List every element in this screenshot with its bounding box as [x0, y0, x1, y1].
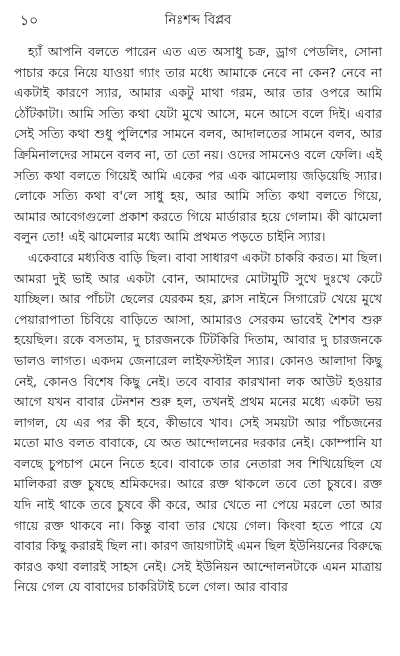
page-number: ১০: [20, 13, 39, 29]
running-header: [14, 10, 382, 32]
paragraph: একেবারে মধ্যবিত্ত বাড়ি ছিল। বাবা সাধারণ একটা চাকরি করত। মা ছিল। আমরা দুই ভাই আর একটা বোন, আমাদের মোটামুটি সুখে দুঃখে কেটে যাচ্ছিল। আর পাঁচটা ছেলের যেরকম হয়, ক্লাস নাইনে সিগারেট খেয়ে মুখে পেয়ারাপাতা চিবিয়ে বাড়িতে আসা, আমারও সেরকম ভাবেই শৈশব শুরু হয়েছিল। রকে বসতাম, দু চারজনকে টিটকিরি দিতাম, আবার দু চারজনকে ভালও লাগত। একদম জেনারেল লাইফস্টাইল স্যার। কোনও আলাদা কিছু নেই, কোনও বিশেষ কিছু নেই। তবে বাবার কারখানা লক আউট হওয়ার আগে যখন বাবার টেনশন শুরু হল, তখনই প্রথম মনের মধ্যে একটা ভয় লাগল, যে এর পর কী হবে, কীভাবে খাব। সেই সময়টা আর পাঁচজনের মতো মাও বলত বাবাকে, যে অত আন্দোলনের দরকার নেই। কোম্পানি যা বলছে চুপচাপ মেনে নিতে হবে। বাবাকে তার নেতারা সব শিখিয়েছিল যে মালিকরা রক্ত চুষছে শ্রমিকদের। আরে রক্ত থাকলে তবে তো চুষবে। রক্ত যদি নাই থাকে তবে চুষবে কী করে, আর খেতে না পেয়ে মরলে তো আর গায়ে রক্ত থাকবে না। কিন্তু বাবা তার খেয়ে গেল। কিংবা হতে পারে যে বাবার কিছু করারই ছিল না। কারণ জায়গাটাই এমন ছিল ইউনিয়নের বিরুদ্ধে কারও কথা বলারই সাহস নেই। সেই ইউনিয়ন আন্দোলনটাকে এমন মাত্রায় নিয়ে গেল যে বাবাদের চাকরিটাই চলে গেল। আর বাবার: [14, 249, 382, 595]
body-text: [14, 42, 382, 598]
book-title: নিঃশব্দ বিপ্লব: [164, 13, 232, 28]
paragraph: হ্যাঁ আপনি বলতে পারেন এত এত অসাধু চক্র, ড্রাগ পেডলিং, সোনা পাচার করে নিয়ে যাওয়া গ্যাং তার মধ্যে আমাকে নেবে না কেন? নেবে না একটাই কারণে স্যার, আমার একটু মাথা গরম, আর তার ওপরে আমি ঠোঁটকাটা। আমি সত্যি কথা যেটা মুখে আসে, মনে আসে বলে দিই। এবার সেই সত্যি কথা শুধু পুলিশের সামনে বলব, আদালতের সামনে বলব, আর ক্রিমিনালদের সামনে বলব না, তা তো নয়। ওদের সামনেও বলে ফেলি। এই সত্যি কথা বলতে গিয়েই আমি একের পর এক ঝামেলায় জড়িয়েছি স্যার। লোকে সত্যি কথা ব'লে সাধু হয়, আর আমি সত্যি কথা বলতে গিয়ে, আমার আবেগগুলো প্রকাশ করতে গিয়ে মার্ডারার হয়ে গেলাম। কী ঝামেলা বলুন তো! এই ঝামেলার মধ্যে আমি প্রথমত পড়তে চাইনি স্যার।: [14, 44, 382, 245]
